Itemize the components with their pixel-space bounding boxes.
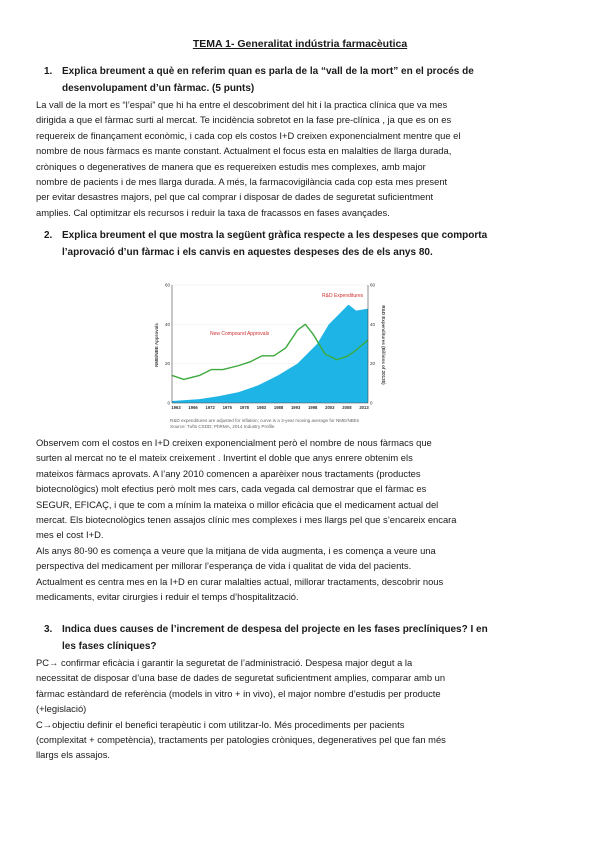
question-2-line: Explica breument el que mostra la següent gràfica respecte a les despeses que comporta xyxy=(62,230,488,241)
answer-3-line: (+legislació) xyxy=(36,703,87,715)
answer-1-line: amplies. Cal optimitzar els recursos i reduir la taxa de fracassos en fases avançades. xyxy=(36,206,390,218)
answer-2 xyxy=(36,435,536,604)
answer-1-line: dirigida a que el fàrmac surti al mercat. Te incidència sobretot en la fase pre-clínica , ja que es on es xyxy=(36,114,452,126)
x-tick-label: 1998 xyxy=(308,405,318,410)
y-tick-label-left: 0 xyxy=(167,400,170,406)
question-2-line: l’aprovació d’un fàrmac i els canvis en aquestes despeses des de els anys 80. xyxy=(62,247,433,258)
answer-1-line: per evitar desastres majors, pel que cal comprar i disposar de dades de seguretat suficientment xyxy=(36,191,434,203)
y-tick-label-left: 20 xyxy=(164,361,170,367)
chart-caption-line: Source: Tufts CSDD; PhRMA, 2014 Industry Profile xyxy=(170,424,275,429)
x-tick-label: 1966 xyxy=(188,405,198,410)
y-tick-label-left: 60 xyxy=(164,282,170,288)
answer-3-line: (complexitat + competència), tractaments per patologies cròniques, degeneratives pel que fan més xyxy=(36,733,446,745)
question-1-line: Explica breument a què en referim quan es parla de la “vall de la mort” en el procés de xyxy=(62,66,474,77)
answer-2-line: Observem com el costos en I+D creixen exponencialment però el nombre de nous fàrmacs que xyxy=(36,437,432,448)
question-1-number: 1. xyxy=(44,66,53,77)
y-tick-label-right: 0 xyxy=(370,400,373,406)
answer-2-line: biotecnològics) molt efectius però molt mes cars, cada vegada cal demostrar que el fàrmac es xyxy=(36,483,427,495)
answer-1-line: La vall de la mort es “l’espai” que hi ha entre el descobriment del hit i la practica clínica que va mes xyxy=(36,99,448,110)
answer-2-line: mercat. Els biotecnològics tenen assajos clínic mes complexes i mes llargs pel que s’encareix encara xyxy=(36,513,457,525)
rd-expenditure-area xyxy=(172,305,368,403)
answer-2-line: Actualment es centra mes en la I+D en curar malalties actual, millorar tractaments, descobrir nous xyxy=(36,575,444,587)
y-tick-label-right: 60 xyxy=(370,282,376,288)
question-1 xyxy=(44,63,492,97)
answer-2-line: medicaments, evitar cirurgies i reduir el temps d’hospitalització. xyxy=(36,590,299,602)
y-axis-label-right: R&D Expenditures (Billions of 2013$) xyxy=(381,305,386,385)
answer-1-line: requereix de finançament econòmic, i cada cop els costos I+D creixen exponencialment mentre que el xyxy=(36,129,461,141)
answer-2-line: mateixos fàrmacs aprovats. A l’any 2010 comencen a aparèixer nous tractaments (productes xyxy=(36,467,421,479)
x-tick-label: 1963 xyxy=(171,405,181,410)
x-tick-label: 1975 xyxy=(222,405,232,410)
x-tick-labels xyxy=(171,405,369,410)
answer-1 xyxy=(36,97,536,220)
answer-3 xyxy=(36,655,536,763)
question-2-number: 2. xyxy=(44,230,53,241)
answer-2-line: SEGUR, EFICAÇ, i que te com a mínim la mateixa o millor eficàcia que el medicament actual del xyxy=(36,498,439,510)
answer-3-line: C→objectiu definir el benefici terapèutic i com utilitzar-lo. Més procediments per pacients xyxy=(36,718,405,730)
y-axis-label-left: NME/NBE Approvals xyxy=(154,323,159,367)
chart-caption xyxy=(170,418,390,430)
question-3 xyxy=(44,621,492,655)
answer-1-line: cròniques o degeneratives de manera que es requereixen estudis mes complexes, amb major xyxy=(36,160,426,172)
question-3-number: 3. xyxy=(44,624,53,635)
answer-2-line: Als anys 80-90 es comença a veure que la mitjana de vida augmenta, i es comença a veure una xyxy=(36,544,436,556)
answer-3-line: necessitat de disposar d’una base de dades de seguretat suficientment amplies, comparar amb un xyxy=(36,672,446,684)
annotation-new-compound: New Compound Approvals xyxy=(210,331,270,337)
answer-3-line: PC→ confirmar eficàcia i garantir la seguretat de l’administració. Despesa major degut a la xyxy=(36,657,413,668)
x-tick-label: 2008 xyxy=(342,405,352,410)
chart-svg xyxy=(150,275,390,435)
x-tick-label: 2013 xyxy=(359,405,369,410)
y-tick-labels-right xyxy=(370,283,376,406)
answer-3-line: fàrmac estàndard de referència (models in vitro + in vivo), el major nombre d’estudis per producte xyxy=(36,687,441,699)
y-tick-label-right: 40 xyxy=(370,321,376,327)
chart-caption-line: R&D expenditures are adjusted for inflation; curve is a 3-year moving average for NME/NBEs xyxy=(170,418,360,423)
x-tick-label: 1983 xyxy=(256,405,267,410)
question-3-line: Indica dues causes de l’increment de despesa del projecte en les fases preclíniques? I en xyxy=(62,624,488,635)
answer-2-line: perspectiva del medicament per millorar l’esperança de vida i qualitat de vida del pacients. xyxy=(36,560,412,572)
y-tick-label-left: 40 xyxy=(164,321,170,327)
question-1-line: desenvolupament d’un fàrmac. (5 punts) xyxy=(62,83,255,94)
y-tick-label-right: 20 xyxy=(370,361,376,367)
document-title: TEMA 1- Generalitat indústria farmacèutica xyxy=(192,38,408,50)
x-tick-label: 2003 xyxy=(325,405,335,410)
answer-1-line: nombre de nous fàrmacs es mante constant. Actualment el focus esta en malalties de llarga durada, xyxy=(36,145,452,157)
question-3-line: les fases clíniques? xyxy=(62,641,157,652)
x-tick-label: 1993 xyxy=(290,405,301,410)
answer-2-line: surten al mercat no te el mateix creixement . Invertint el doble que anys enrere obtenim els xyxy=(36,452,413,464)
annotation-rd: R&D Expenditures xyxy=(322,293,364,299)
x-tick-label: 1972 xyxy=(205,405,215,410)
answer-1-line: nombre de pacients i de mes llarga durada. A més, la farmacovigilància cada cop esta mes present xyxy=(36,175,448,187)
x-tick-label: 1988 xyxy=(273,405,284,410)
question-2 xyxy=(44,227,492,261)
y-tick-labels-left xyxy=(165,283,171,406)
rd-chart xyxy=(150,275,390,435)
answer-2-line: mes el cost I+D. xyxy=(36,529,104,541)
answer-3-line: llargs els assajos. xyxy=(36,749,110,761)
x-tick-label: 1978 xyxy=(239,405,250,410)
